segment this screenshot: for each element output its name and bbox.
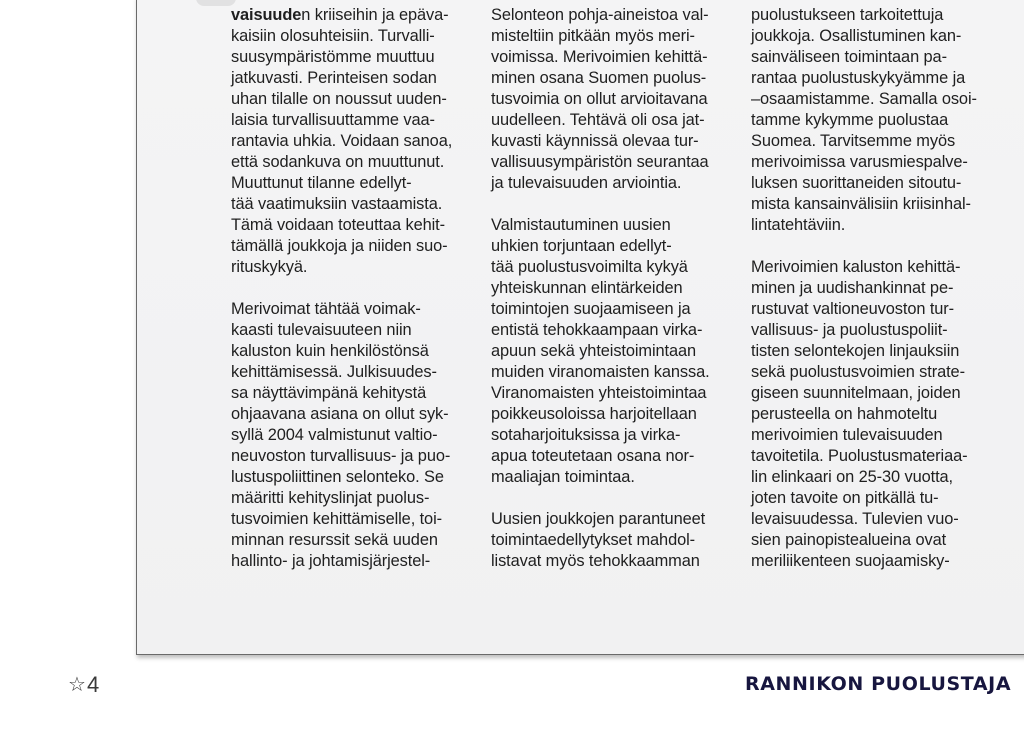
text-line: perusteella on hahmoteltu	[751, 405, 938, 423]
text-line: tavoitetila. Puolustusmateriaa-	[751, 447, 968, 465]
text-line: tisten selontekojen linjauksiin	[751, 342, 960, 360]
text-line: kuvasti käynnissä olevaa tur-	[491, 132, 699, 150]
text-line: ohjaavana asiana on ollut syk-	[231, 405, 449, 423]
text-line: neuvoston turvallisuus- ja puo-	[231, 447, 451, 465]
text-line: meriliikenteen suojaamisky-	[751, 552, 950, 570]
text-line: sotaharjoituksissa ja virka-	[491, 426, 681, 444]
text-line: lustuspoliittinen selonteko. Se	[231, 468, 444, 486]
magazine-title: RANNIKON PUOLUSTAJA	[745, 673, 1012, 695]
text-line: uhan tilalle on noussut uuden-	[231, 90, 447, 108]
text-line: Tämä voidaan toteuttaa kehit-	[231, 216, 445, 234]
text-line: merivoimien tulevaisuuden	[751, 426, 943, 444]
text-line: Uusien joukkojen parantuneet	[491, 510, 706, 528]
text-line: toimintaedellytykset mahdol-	[491, 531, 695, 549]
text-line: apua toteutetaan osana nor-	[491, 447, 695, 465]
decorative-corner-mark	[196, 0, 236, 6]
article-column-1	[231, 5, 471, 572]
article-column-3	[751, 5, 1001, 572]
text-line: tää vaatimuksiin vastaamista.	[231, 195, 443, 213]
text-line: rituskykyä.	[231, 258, 308, 276]
text-line: määritti kehityslinjat puolus-	[231, 489, 430, 507]
text-line: giseen suunnitelmaan, joiden	[751, 384, 961, 402]
text-line: tusvoimia on ollut arvioitavana	[491, 90, 708, 108]
text-line: poikkeusoloissa harjoitellaan	[491, 405, 697, 423]
paragraph-gap	[491, 488, 731, 509]
text-line: jatkuvasti. Perinteisen sodan	[231, 69, 437, 87]
text-line: listavat myös tehokkaamman	[491, 552, 700, 570]
text-line: merivoimissa varusmiespalve-	[751, 153, 968, 171]
text-line: syllä 2004 valmistunut valtio-	[231, 426, 438, 444]
paragraph-gap	[491, 194, 731, 215]
text-line: yhteiskunnan elintärkeiden	[491, 279, 683, 297]
text-line: laisia turvallisuuttamme vaa-	[231, 111, 435, 129]
text-line: rantavia uhkia. Voidaan sanoa,	[231, 132, 453, 150]
text-line: kaluston kuin henkilöstönsä	[231, 342, 429, 360]
text-line: puolustukseen tarkoitettuja	[751, 6, 944, 24]
text-line: –osaamistamme. Samalla osoi-	[751, 90, 977, 108]
text-line: luksen suorittaneiden sitoutu-	[751, 174, 962, 192]
page-number-text: 4	[86, 672, 100, 697]
text-line: entistä tehokkaampaan virka-	[491, 321, 703, 339]
text-line: minnan resurssit sekä uuden	[231, 531, 438, 549]
text-line: Selonteon pohja-aineistoa val-	[491, 6, 709, 24]
text-line: että sodankuva on muuttunut.	[231, 153, 445, 171]
text-line: kehittämisessä. Julkisuudes-	[231, 363, 437, 381]
text-line: Merivoimat tähtää voimak-	[231, 300, 421, 318]
text-line: hallinto- ja johtamisjärjestel-	[231, 552, 431, 570]
text-line: rustuvat valtioneuvoston tur-	[751, 300, 954, 318]
text-line: minen osana Suomen puolus-	[491, 69, 707, 87]
article-column-2	[491, 5, 731, 572]
text-line: tamme kykymme puolustaa	[751, 111, 949, 129]
text-line: Muuttunut tilanne edellyt-	[231, 174, 412, 192]
text-line: Valmistautuminen uusien	[491, 216, 671, 234]
text-line: uhkien torjuntaan edellyt-	[491, 237, 672, 255]
page-number	[68, 672, 99, 698]
text-line: joten tavoite on pitkällä tu-	[751, 489, 939, 507]
text-line: rantaa puolustuskykyämme ja	[751, 69, 966, 87]
text-line: misteltiin pitkään myös meri-	[491, 27, 695, 45]
text-line: ja tulevaisuuden arviointia.	[491, 174, 682, 192]
text-line: Suomea. Tarvitsemme myös	[751, 132, 956, 150]
text-line: minen ja uudishankinnat pe-	[751, 279, 954, 297]
text-line: joukkoja. Osallistuminen kan-	[751, 27, 962, 45]
text-line: sien painopistealueina ovat	[751, 531, 947, 549]
text-line: vallisuusympäristön seurantaa	[491, 153, 709, 171]
star-outline-icon: ☆	[68, 674, 86, 696]
bold-lead-in: vaisuude	[231, 6, 302, 24]
text-line: levaisuudessa. Tulevien vuo-	[751, 510, 959, 528]
text-line: tusvoimien kehittämiselle, toi-	[231, 510, 442, 528]
text-line: suusympäristömme muuttuu	[231, 48, 435, 66]
text-line: sa näyttävimpänä kehitystä	[231, 384, 427, 402]
text-line: uudelleen. Tehtävä oli osa jat-	[491, 111, 705, 129]
text-line: kaisiin olosuhteisiin. Turvalli-	[231, 27, 435, 45]
text-line: voimissa. Merivoimien kehittä-	[491, 48, 708, 66]
text-line: lin elinkaari on 25-30 vuotta,	[751, 468, 954, 486]
text-line: tää puolustusvoimilta kykyä	[491, 258, 688, 276]
text-line: apuun sekä yhteistoimintaan	[491, 342, 697, 360]
text-line: lintatehtäviin.	[751, 216, 846, 234]
text-line: Merivoimien kaluston kehittä-	[751, 258, 961, 276]
paragraph-gap	[751, 236, 1001, 257]
text-line: kaasti tulevaisuuteen niin	[231, 321, 412, 339]
text-line: mista kansainvälisiin kriisinhal-	[751, 195, 971, 213]
text-line: tämällä joukkoja ja niiden suo-	[231, 237, 448, 255]
text-line: sekä puolustusvoimien strate-	[751, 363, 965, 381]
text-line: vaisuuden kriiseihin ja epäva-	[231, 6, 449, 24]
text-line: Viranomaisten yhteistoimintaa	[491, 384, 707, 402]
text-line: sainväliseen toimintaan pa-	[751, 48, 947, 66]
paragraph-gap	[231, 278, 471, 299]
text-line: muiden viranomaisten kanssa.	[491, 363, 710, 381]
text-line: maaliajan toimintaa.	[491, 468, 635, 486]
text-line: vallisuus- ja puolustuspoliit-	[751, 321, 948, 339]
text-line: toimintojen suojaamiseen ja	[491, 300, 691, 318]
